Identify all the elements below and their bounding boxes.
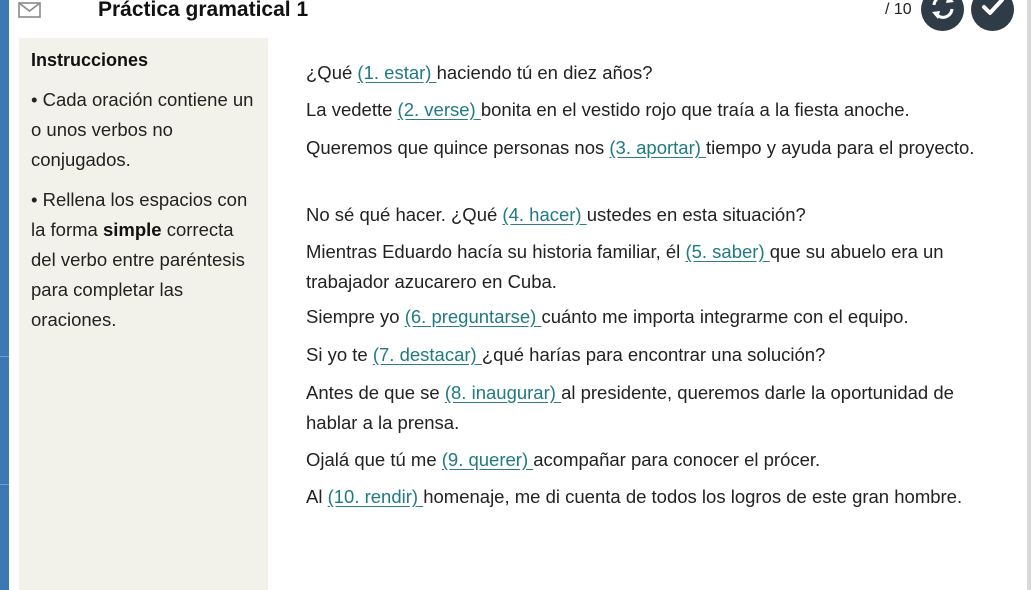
- exercise-sentence: [306, 445, 996, 475]
- instruction-text: correcta del verbo entre paréntesis para completar las oraciones.: [31, 219, 245, 330]
- score-total: / 10: [885, 1, 912, 18]
- sentence-text: Si yo te: [306, 344, 373, 365]
- sentence-text: La vedette: [306, 99, 398, 120]
- sentence-text: No sé qué hacer. ¿Qué: [306, 204, 503, 225]
- exercise-sentence: [306, 302, 996, 332]
- sentence-text: Mientras Eduardo hacía su historia familiar, él: [306, 241, 686, 262]
- envelope-icon[interactable]: [18, 0, 42, 20]
- exercise-sentence: [306, 58, 996, 88]
- sentence-text: que su abuelo era un trabajador azucarero en Cuba.: [306, 241, 944, 292]
- verb-blank-4[interactable]: (4. hacer): [502, 204, 587, 225]
- window-edge-left: [0, 0, 9, 590]
- edge-mark: [0, 484, 9, 485]
- edge-mark: [0, 356, 9, 357]
- sentence-text: Ojalá que tú me: [306, 449, 442, 470]
- sentence-text: Siempre yo: [306, 306, 405, 327]
- instructions-panel: [19, 38, 268, 590]
- exercise-sentence: [306, 378, 996, 438]
- activity-header: [9, 0, 1027, 38]
- verb-blank-10[interactable]: (10. rendir): [327, 486, 424, 507]
- exercise-sentence: [306, 237, 996, 297]
- sentence-text: Antes de que se: [306, 382, 445, 403]
- exercise-sentence: [306, 133, 996, 163]
- sentence-text: haciendo tú en diez años?: [436, 62, 653, 83]
- instruction-text: • Rellena los espacios con la forma: [31, 189, 248, 240]
- refresh-icon: [928, 0, 958, 27]
- sentence-text: bonita en el vestido rojo que traía a la fiesta anoche.: [480, 99, 910, 120]
- sentence-text: ¿Qué: [306, 62, 358, 83]
- sentence-text: tiempo y ayuda para el proyecto.: [706, 137, 975, 158]
- sentence-text: acompañar para conocer el prócer.: [533, 449, 821, 470]
- sentence-text: ustedes en esta situación?: [586, 204, 806, 225]
- sentence-text: homenaje, me di cuenta de todos los logros de este gran hombre.: [423, 486, 963, 507]
- checkmark-icon: [978, 0, 1008, 27]
- exercise-sentence: [306, 200, 996, 230]
- sentence-text: al presidente, queremos darle la oportunidad de hablar a la prensa.: [306, 382, 954, 433]
- verb-blank-2[interactable]: (2. verse): [397, 99, 481, 120]
- sentence-text: cuánto me importa integrarme con el equipo.: [541, 306, 909, 327]
- verb-blank-6[interactable]: (6. preguntarse): [404, 306, 542, 327]
- page-title: Práctica gramatical 1: [98, 0, 309, 21]
- submit-button[interactable]: [971, 0, 1014, 31]
- verb-blank-1[interactable]: (1. estar): [357, 62, 437, 83]
- sentence-text: Queremos que quince personas nos: [306, 137, 610, 158]
- window-edge-right: [1027, 0, 1031, 590]
- verb-blank-8[interactable]: (8. inaugurar): [444, 382, 562, 403]
- verb-blank-3[interactable]: (3. aportar): [609, 137, 707, 158]
- sentence-text: Al: [306, 486, 328, 507]
- instruction-bullet-1: • Cada oración contiene un o unos verbos no conjugados.: [31, 89, 254, 170]
- exercise-sentence: [306, 340, 996, 370]
- verb-blank-5[interactable]: (5. saber): [685, 241, 770, 262]
- verb-blank-7[interactable]: (7. destacar): [372, 344, 482, 365]
- exercise-sentence: [306, 95, 996, 125]
- reset-button[interactable]: [921, 0, 964, 31]
- instructions-title: Instrucciones: [31, 50, 149, 70]
- verb-blank-9[interactable]: (9. querer): [441, 449, 534, 470]
- exercise-sentence: [306, 482, 996, 512]
- instruction-bullet-2: [31, 185, 261, 335]
- sentence-text: ¿qué harías para encontrar una solución?: [481, 344, 826, 365]
- instruction-emphasis: simple: [102, 219, 162, 240]
